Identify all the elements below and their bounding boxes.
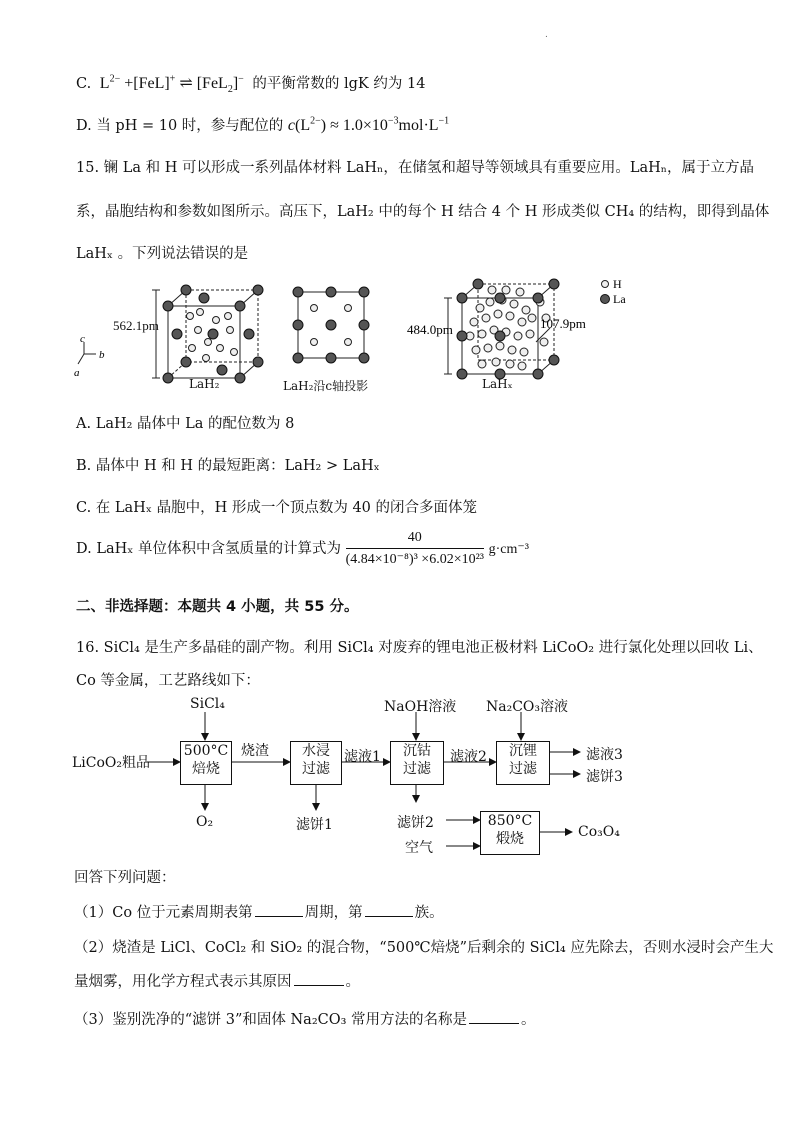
caption-lahx: LaHₓ [482,377,513,391]
sub3-text-a: （3）鉴别洗净的“滤饼 3”和固体 Na₂CO₃ 常用方法的名称是 [74,1012,468,1028]
q14-option-d [76,114,449,135]
sub2-text-b: 量烟雾，用化学方程式表示其原因 [74,974,292,990]
q16-sub2-line1: （2）烧渣是 LiCl、CoCl₂ 和 SiO₂ 的混合物，“500℃焙烧”后剩余的 SiCl₄ 应先除去，否则水浸时会产生大 [74,940,774,956]
q16-sub1 [74,901,444,922]
axis-b-label: b [99,349,105,361]
output-cake3: 滤饼3 [586,769,623,785]
step-line-2: 过滤 [403,761,431,777]
axis-a-label: a [74,367,80,379]
step-line-1: 500°C [183,743,229,759]
q15-intro-line1: 15. 镧 La 和 H 可以形成一系列晶体材料 LaHₙ，在储氢和超导等领域具有重要应用。LaHₙ，属于立方晶 [76,160,755,176]
caption-lah2-projection: LaH₂沿c轴投影 [283,379,369,393]
concentration-expression: $c(L^{2-}) \approx 1.0\times 10^{-3}mol\cdot L^{-1}$ [287,115,450,134]
fraction-numerator: 40 [346,530,484,549]
sub1-text-c: 族。 [414,905,444,921]
sub1-text-b: 周期，第 [304,905,363,921]
option-text: 当 pH = 10 时，参与配位的 [96,118,284,134]
lahx-lattice-parameter: 484.0pm [407,322,453,337]
sub3-text-b: 。 [521,1012,536,1028]
arrow-label-slag: 烧渣 [241,743,269,759]
q15-intro-line3: LaHₓ 。下列说法错误的是 [76,246,249,262]
lah2-lattice-parameter: 562.1pm [113,318,159,333]
output-o2: O₂ [196,814,214,830]
q15-option-d [76,530,529,568]
calcination-step [480,811,540,855]
step-line-2: 焙烧 [192,761,220,777]
lah2-la-atoms [163,285,263,383]
q15-option-c: C. 在 LaHₓ 晶胞中，H 形成一个顶点数为 40 的闭合多面体笼 [76,500,477,516]
input-air: 空气 [405,840,433,856]
input-cake2: 滤饼2 [397,815,434,831]
step-line-1: 850°C [487,813,533,829]
answer-blank[interactable] [365,904,413,917]
product-co3o4: Co₃O₄ [578,824,620,840]
sub2-text-c: 。 [345,974,360,990]
reagent-sicl4: SiCl₄ [190,696,225,712]
crystal-structure-figure [70,272,670,400]
step-line-2: 过滤 [509,761,537,777]
axis-indicator [78,342,96,364]
arrow-label-filtrate1: 滤液1 [344,749,381,765]
output-filtrate3: 滤液3 [586,747,623,763]
axis-c-label: c [80,333,85,345]
q16-intro-line2: Co 等金属，工艺路线如下： [76,673,260,689]
q16-sub3 [74,1008,536,1029]
q15-option-b: B. 晶体中 H 和 H 的最短距离：LaH₂ > LaHₓ [76,458,380,474]
cobalt-precipitation-step [390,741,444,785]
option-text: D. LaHₓ 单位体积中含氢质量的计算式为 [76,541,341,557]
q15-option-a: A. LaH₂ 晶体中 La 的配位数为 8 [76,416,295,432]
hydrogen-mass-fraction [346,530,484,568]
reagent-naoh: NaOH溶液 [384,699,457,715]
option-unit: g·cm⁻³ [488,542,529,557]
answer-blank[interactable] [469,1011,519,1024]
answer-blank[interactable] [255,904,303,917]
sub1-text-a: （1）Co 位于元素周期表第 [74,905,253,921]
raw-material: LiCoO₂粗品 [72,755,151,771]
lithium-precipitation-step [496,741,550,785]
step-line-2: 过滤 [302,761,330,777]
arrow-label-filtrate2: 滤液2 [450,749,487,765]
step-line-2: 煅烧 [496,831,524,847]
answer-intro: 回答下列问题： [74,870,176,886]
step-line-1: 水浸 [302,743,330,759]
option-label: C. [76,76,92,92]
q16-intro-line1: 16. SiCl₄ 是生产多晶硅的副产物。利用 SiCl₄ 对废弃的锂电池正极材料 LiCoO₂ 进行氯化处理以回收 Li、 [76,640,763,656]
water-leach-step [290,741,342,785]
caption-lah2: LaH₂ [189,377,220,391]
output-cake1: 滤饼1 [296,817,333,833]
equilibrium-equation: $L^{2-} +[FeL]^+$ ⇌ [FeL$_2$]− [95,73,244,96]
step-line-1: 沉锂 [509,743,537,759]
legend-la-label: La [613,292,626,306]
option-label: D. [76,118,92,134]
roasting-step [180,741,232,785]
lah2-projection [293,287,369,363]
section-2-heading: 二、非选择题：本题共 4 小题，共 55 分。 [76,599,359,615]
legend-h-label: H [613,277,622,291]
option-text: 的平衡常数的 lgK 约为 14 [252,76,426,92]
fraction-denominator: (4.84×10⁻⁸)³ ×6.02×10²³ [345,552,484,567]
answer-blank[interactable] [294,973,344,986]
step-line-1: 沉钴 [403,743,431,759]
legend [601,281,610,304]
q14-option-c [76,72,425,95]
q16-sub2-line2 [74,970,360,991]
reagent-na2co3: Na₂CO₃溶液 [486,699,569,715]
h-h-distance-label: 107.9pm [540,316,586,331]
corner-mark: . [545,30,548,40]
q15-intro-line2: 系，晶胞结构和参数如图所示。高压下，LaH₂ 中的每个 H 结合 4 个 H 形成类似 CH₄ 的结构，即得到晶体 [76,204,770,220]
